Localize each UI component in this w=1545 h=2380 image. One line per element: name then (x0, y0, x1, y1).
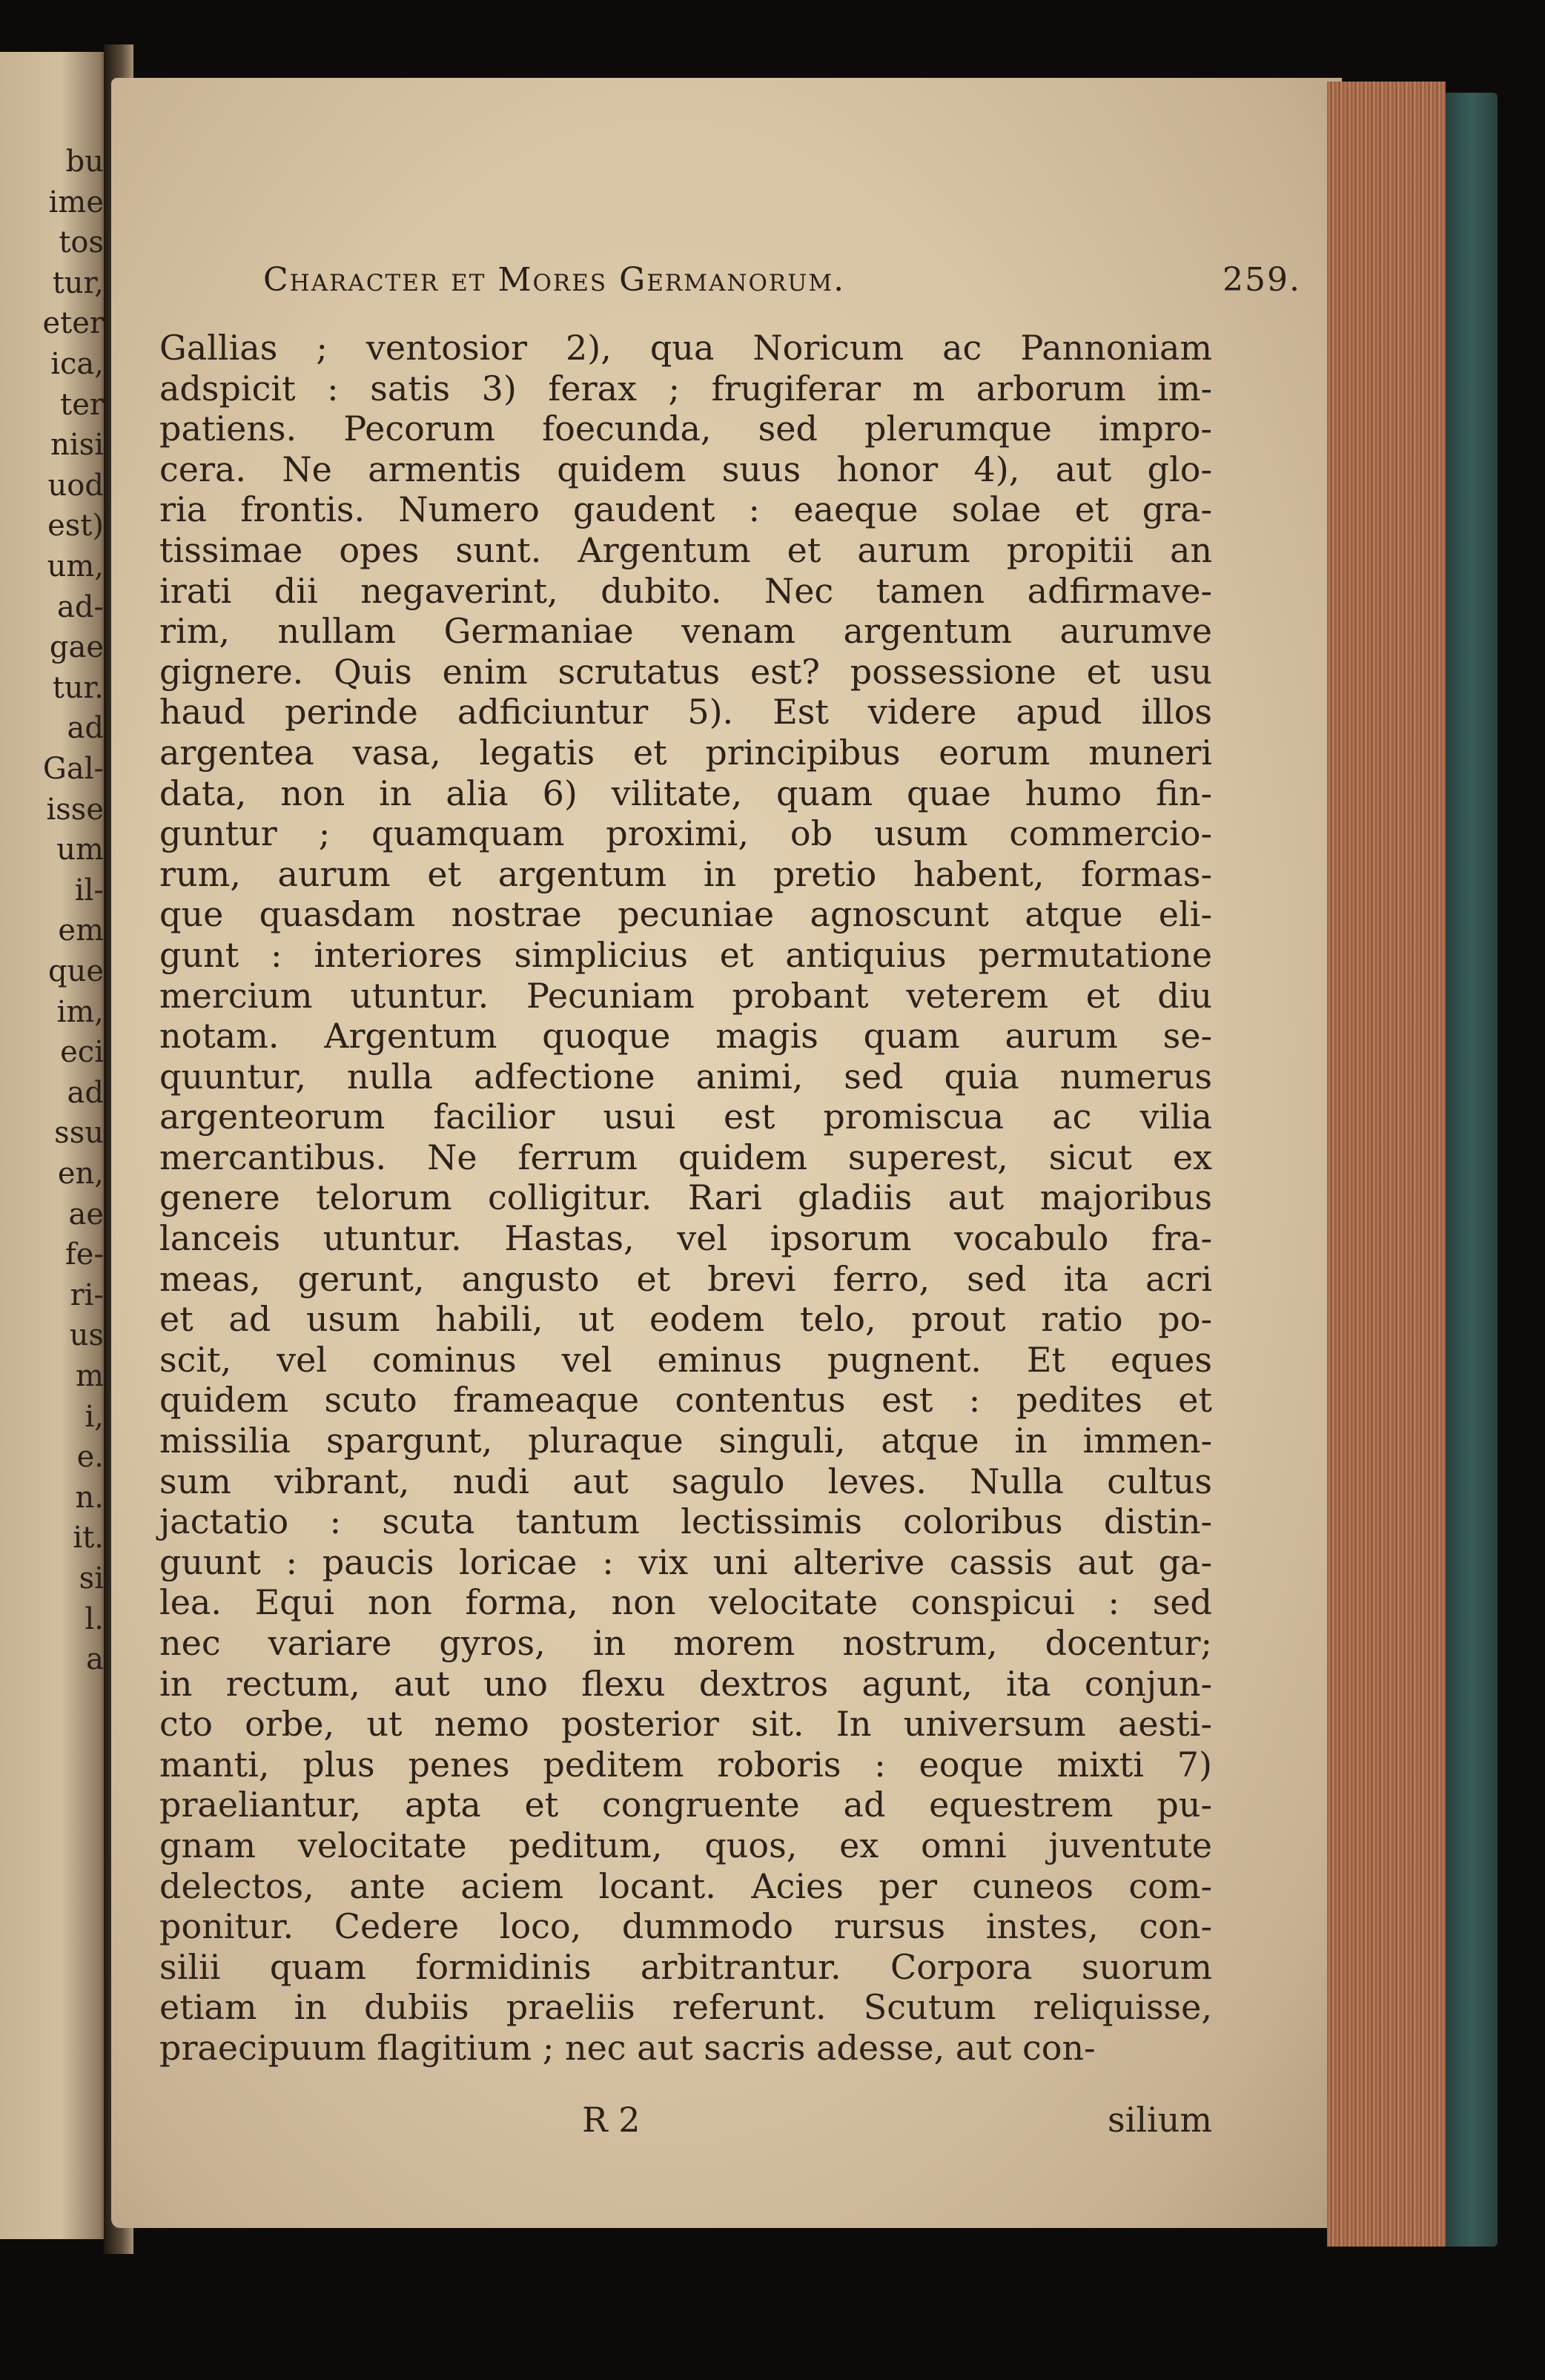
text-line: lea. Equi non forma, non velocitate conspicui : sed (159, 1582, 1212, 1623)
page-footer (159, 2100, 1212, 2144)
left-page-fragment: m (76, 1359, 104, 1393)
text-line: in rectum, aut uno flexu dextros agunt, ita conjun- (159, 1663, 1212, 1704)
left-page-fragment: it. (73, 1521, 104, 1556)
text-line: guunt : paucis loricae : vix uni alterive cassis aut ga- (159, 1541, 1212, 1582)
catchword: silium (1108, 2100, 1212, 2140)
left-page-fragment: im, (56, 994, 104, 1029)
left-page-fragment: ad- (57, 589, 104, 624)
text-line: cto orbe, ut nemo posterior sit. In universum aesti- (159, 1704, 1212, 1745)
text-line: lanceis utuntur. Hastas, vel ipsorum vocabulo fra- (159, 1218, 1212, 1259)
left-page-fragment: en, (57, 1157, 104, 1191)
left-page-fragment: ica, (50, 347, 104, 381)
text-line: praeliantur, apta et congruente ad equestrem pu- (159, 1785, 1212, 1825)
left-page-fragment: ssu (54, 1116, 104, 1151)
previous-page-edge (0, 52, 111, 2239)
text-line: patiens. Pecorum foecunda, sed plerumque impro- (159, 409, 1212, 449)
body-text (159, 328, 1212, 2069)
text-line: meas, gerunt, angusto et brevi ferro, sed ita acri (159, 1258, 1212, 1299)
text-line: mercantibus. Ne ferrum quidem superest, sicut ex (159, 1137, 1212, 1177)
text-line: etiam in dubiis praeliis referunt. Scutum reliquisse, (159, 1987, 1212, 2028)
page-number: 259. (1223, 261, 1301, 299)
left-page-fragment: n. (75, 1480, 104, 1515)
left-page-fragment: em (58, 913, 104, 948)
left-page-fragment: nisi (50, 428, 104, 463)
text-line: et ad usum habili, ut eodem telo, prout ratio po- (159, 1299, 1212, 1340)
text-line: missilia spargunt, pluraque singuli, atque in immen- (159, 1421, 1212, 1461)
text-line: gunt : interiores simplicius et antiquius permutatione (159, 934, 1212, 975)
text-line: data, non in alia 6) vilitate, quam quae humo fin- (159, 773, 1212, 813)
text-line: silii quam formidinis arbitrantur. Corpora suorum (159, 1946, 1212, 1987)
left-page-fragment: ad (67, 711, 104, 746)
left-page-fragment: uod (47, 468, 104, 503)
text-line: argenteorum facilior usui est promiscua ac vilia (159, 1097, 1212, 1137)
left-page-fragment: fe- (65, 1237, 104, 1272)
text-line: quidem scuto frameaque contentus est : pedites et (159, 1380, 1212, 1421)
left-page-fragment: e. (76, 1440, 104, 1475)
left-page-fragment: si (79, 1561, 104, 1596)
text-line: rim, nullam Germaniae venam argentum aurumve (159, 611, 1212, 652)
text-line: genere telorum colligitur. Rari gladiis aut majoribus (159, 1177, 1212, 1218)
text-line: gignere. Quis enim scrutatus est? possessione et usu (159, 651, 1212, 692)
left-page-fragment: ae (68, 1197, 104, 1232)
text-line: ponitur. Cedere loco, dummodo rursus instes, con- (159, 1906, 1212, 1947)
text-line: delectos, ante aciem locant. Acies per cuneos com- (159, 1865, 1212, 1906)
left-page-fragment: um (56, 833, 104, 867)
text-line: haud perinde adficiuntur 5). Est videre apud illos (159, 692, 1212, 733)
left-page-fragment: eter (42, 306, 104, 341)
running-head: Character et Mores Germanorum. (263, 261, 846, 299)
text-line: argentea vasa, legatis et principibus eorum muneri (159, 732, 1212, 773)
left-page-fragment: est) (47, 509, 104, 543)
text-line: Gallias ; ventosior 2), qua Noricum ac Pannoniam (159, 328, 1212, 368)
left-page-fragment: il- (74, 873, 104, 908)
text-line: que quasdam nostrae pecuniae agnoscunt atque eli- (159, 894, 1212, 935)
left-page-fragment: um, (47, 549, 104, 584)
text-line: ria frontis. Numero gaudent : eaeque solae et gra- (159, 489, 1212, 530)
left-page-fragment: que (47, 954, 104, 988)
left-page-fragment: tur. (52, 670, 104, 705)
text-line: quuntur, nulla adfectione animi, sed quia numerus (159, 1056, 1212, 1097)
text-line: guntur ; quamquam proximi, ob usum commercio- (159, 813, 1212, 854)
left-page-fragment: gae (49, 630, 104, 665)
left-page-fragment: ter (60, 387, 104, 422)
left-page-fragment: isse (46, 792, 104, 827)
left-page-fragment: ri- (70, 1277, 104, 1312)
left-page-fragment: tos (59, 225, 104, 260)
left-page-fragment: ad (67, 1075, 104, 1110)
text-line: cera. Ne armentis quidem suus honor 4), aut glo- (159, 449, 1212, 489)
text-line: rum, aurum et argentum in pretio habent, formas- (159, 853, 1212, 894)
left-page-fragment: us (69, 1318, 104, 1353)
left-page-fragment: Gal- (42, 752, 104, 786)
page-block-edges (1327, 82, 1446, 2247)
left-page-fragment: eci (60, 1035, 104, 1070)
text-line: gnam velocitate peditum, quos, ex omni juventute (159, 1825, 1212, 1865)
text-line: tissimae opes sunt. Argentum et aurum propitii an (159, 529, 1212, 570)
book-cover-edge (1446, 93, 1498, 2247)
text-line: scit, vel cominus vel eminus pugnent. Et eques (159, 1339, 1212, 1380)
left-page-fragment: tur, (52, 265, 104, 300)
text-line: manti, plus penes peditem roboris : eoque mixti 7) (159, 1744, 1212, 1785)
left-page-fragment: i, (85, 1399, 104, 1434)
text-line: sum vibrant, nudi aut sagulo leves. Nulla cultus (159, 1461, 1212, 1501)
left-page-fragment: a (86, 1642, 104, 1677)
left-page-fragment: l. (85, 1601, 104, 1636)
text-line: jactatio : scuta tantum lectissimis coloribus distin- (159, 1501, 1212, 1542)
signature-mark: R 2 (582, 2100, 641, 2140)
text-line: praecipuum flagitium ; nec aut sacris adesse, aut con- (159, 2027, 1096, 2068)
text-line: nec variare gyros, in morem nostrum, docentur; (159, 1623, 1212, 1663)
text-line: mercium utuntur. Pecuniam probant veterem et diu (159, 975, 1212, 1016)
text-line: adspicit : satis 3) ferax ; frugiferar m arborum im- (159, 368, 1212, 409)
page-header (263, 261, 1316, 299)
left-page-fragment: bu (65, 145, 104, 179)
text-line: notam. Argentum quoque magis quam aurum se- (159, 1016, 1212, 1057)
left-page-fragment: ime (48, 185, 104, 219)
text-line: irati dii negaverint, dubito. Nec tamen adfirmave- (159, 570, 1212, 611)
